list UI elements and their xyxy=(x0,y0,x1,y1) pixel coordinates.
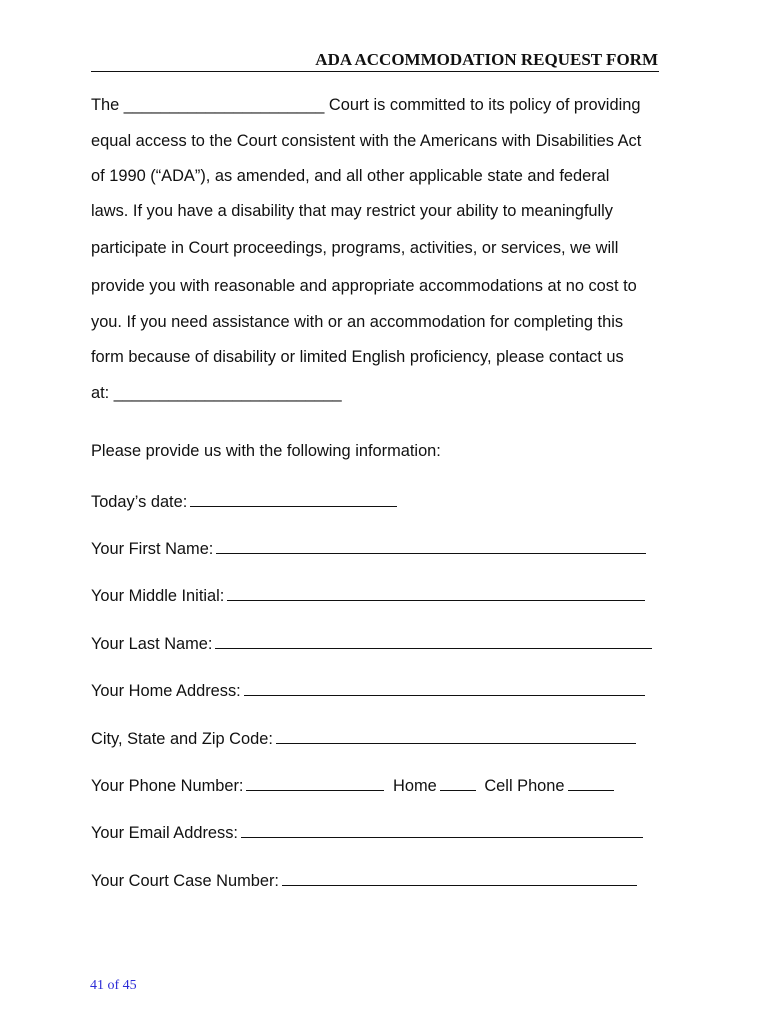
cell-phone-checkbox-blank[interactable] xyxy=(568,775,614,791)
cell-phone-label: Cell Phone xyxy=(484,777,565,795)
paragraph-line: provide you with reasonable and appropriate accommodations at no cost to xyxy=(91,277,637,295)
city-state-zip-input[interactable] xyxy=(276,728,636,744)
email-input[interactable] xyxy=(241,822,643,838)
form-title: ADA ACCOMMODATION REQUEST FORM xyxy=(315,50,658,69)
home-checkbox-blank[interactable] xyxy=(440,775,476,791)
phone-number-label: Your Phone Number: xyxy=(91,777,244,795)
paragraph-line: you. If you need assistance with or an accommodation for completing this xyxy=(91,313,624,331)
city-state-zip-field xyxy=(91,728,636,748)
city-state-zip-label: City, State and Zip Code: xyxy=(91,730,273,748)
home-address-label: Your Home Address: xyxy=(91,682,241,700)
paragraph-line: equal access to the Court consistent with the Americans with Disabilities Act xyxy=(91,132,642,150)
todays-date-label: Today’s date: xyxy=(91,493,188,511)
intro-text: Please provide us with the following information: xyxy=(91,442,441,460)
home-address-field xyxy=(91,680,645,700)
paragraph-line: The ______________________ Court is committed to its policy of providing xyxy=(91,96,641,114)
last-name-field xyxy=(91,633,652,653)
title-underline-blank[interactable] xyxy=(91,49,659,72)
home-address-input[interactable] xyxy=(244,680,645,696)
email-field xyxy=(91,822,643,842)
last-name-label: Your Last Name: xyxy=(91,635,213,653)
first-name-input[interactable] xyxy=(216,538,646,554)
middle-initial-label: Your Middle Initial: xyxy=(91,587,225,605)
paragraph-line: of 1990 (“ADA”), as amended, and all other applicable state and federal xyxy=(91,167,610,185)
todays-date-input[interactable] xyxy=(190,491,397,507)
phone-number-field xyxy=(91,775,614,795)
case-number-label: Your Court Case Number: xyxy=(91,872,279,890)
middle-initial-input[interactable] xyxy=(227,585,645,601)
page-number: 41 of 45 xyxy=(90,978,137,993)
paragraph-line: participate in Court proceedings, programs, activities, or services, we will xyxy=(91,239,619,257)
paragraph-line: at: _________________________ xyxy=(91,384,342,402)
paragraph-line: form because of disability or limited English proficiency, please contact us xyxy=(91,348,624,366)
case-number-input[interactable] xyxy=(282,870,637,886)
todays-date-field xyxy=(91,491,397,511)
last-name-input[interactable] xyxy=(215,633,652,649)
first-name-label: Your First Name: xyxy=(91,540,214,558)
phone-number-input[interactable] xyxy=(246,775,384,791)
paragraph-line: laws. If you have a disability that may restrict your ability to meaningfully xyxy=(91,202,613,220)
first-name-field xyxy=(91,538,646,558)
email-label: Your Email Address: xyxy=(91,824,238,842)
case-number-field xyxy=(91,870,637,890)
home-label: Home xyxy=(393,777,437,795)
middle-initial-field xyxy=(91,585,645,605)
